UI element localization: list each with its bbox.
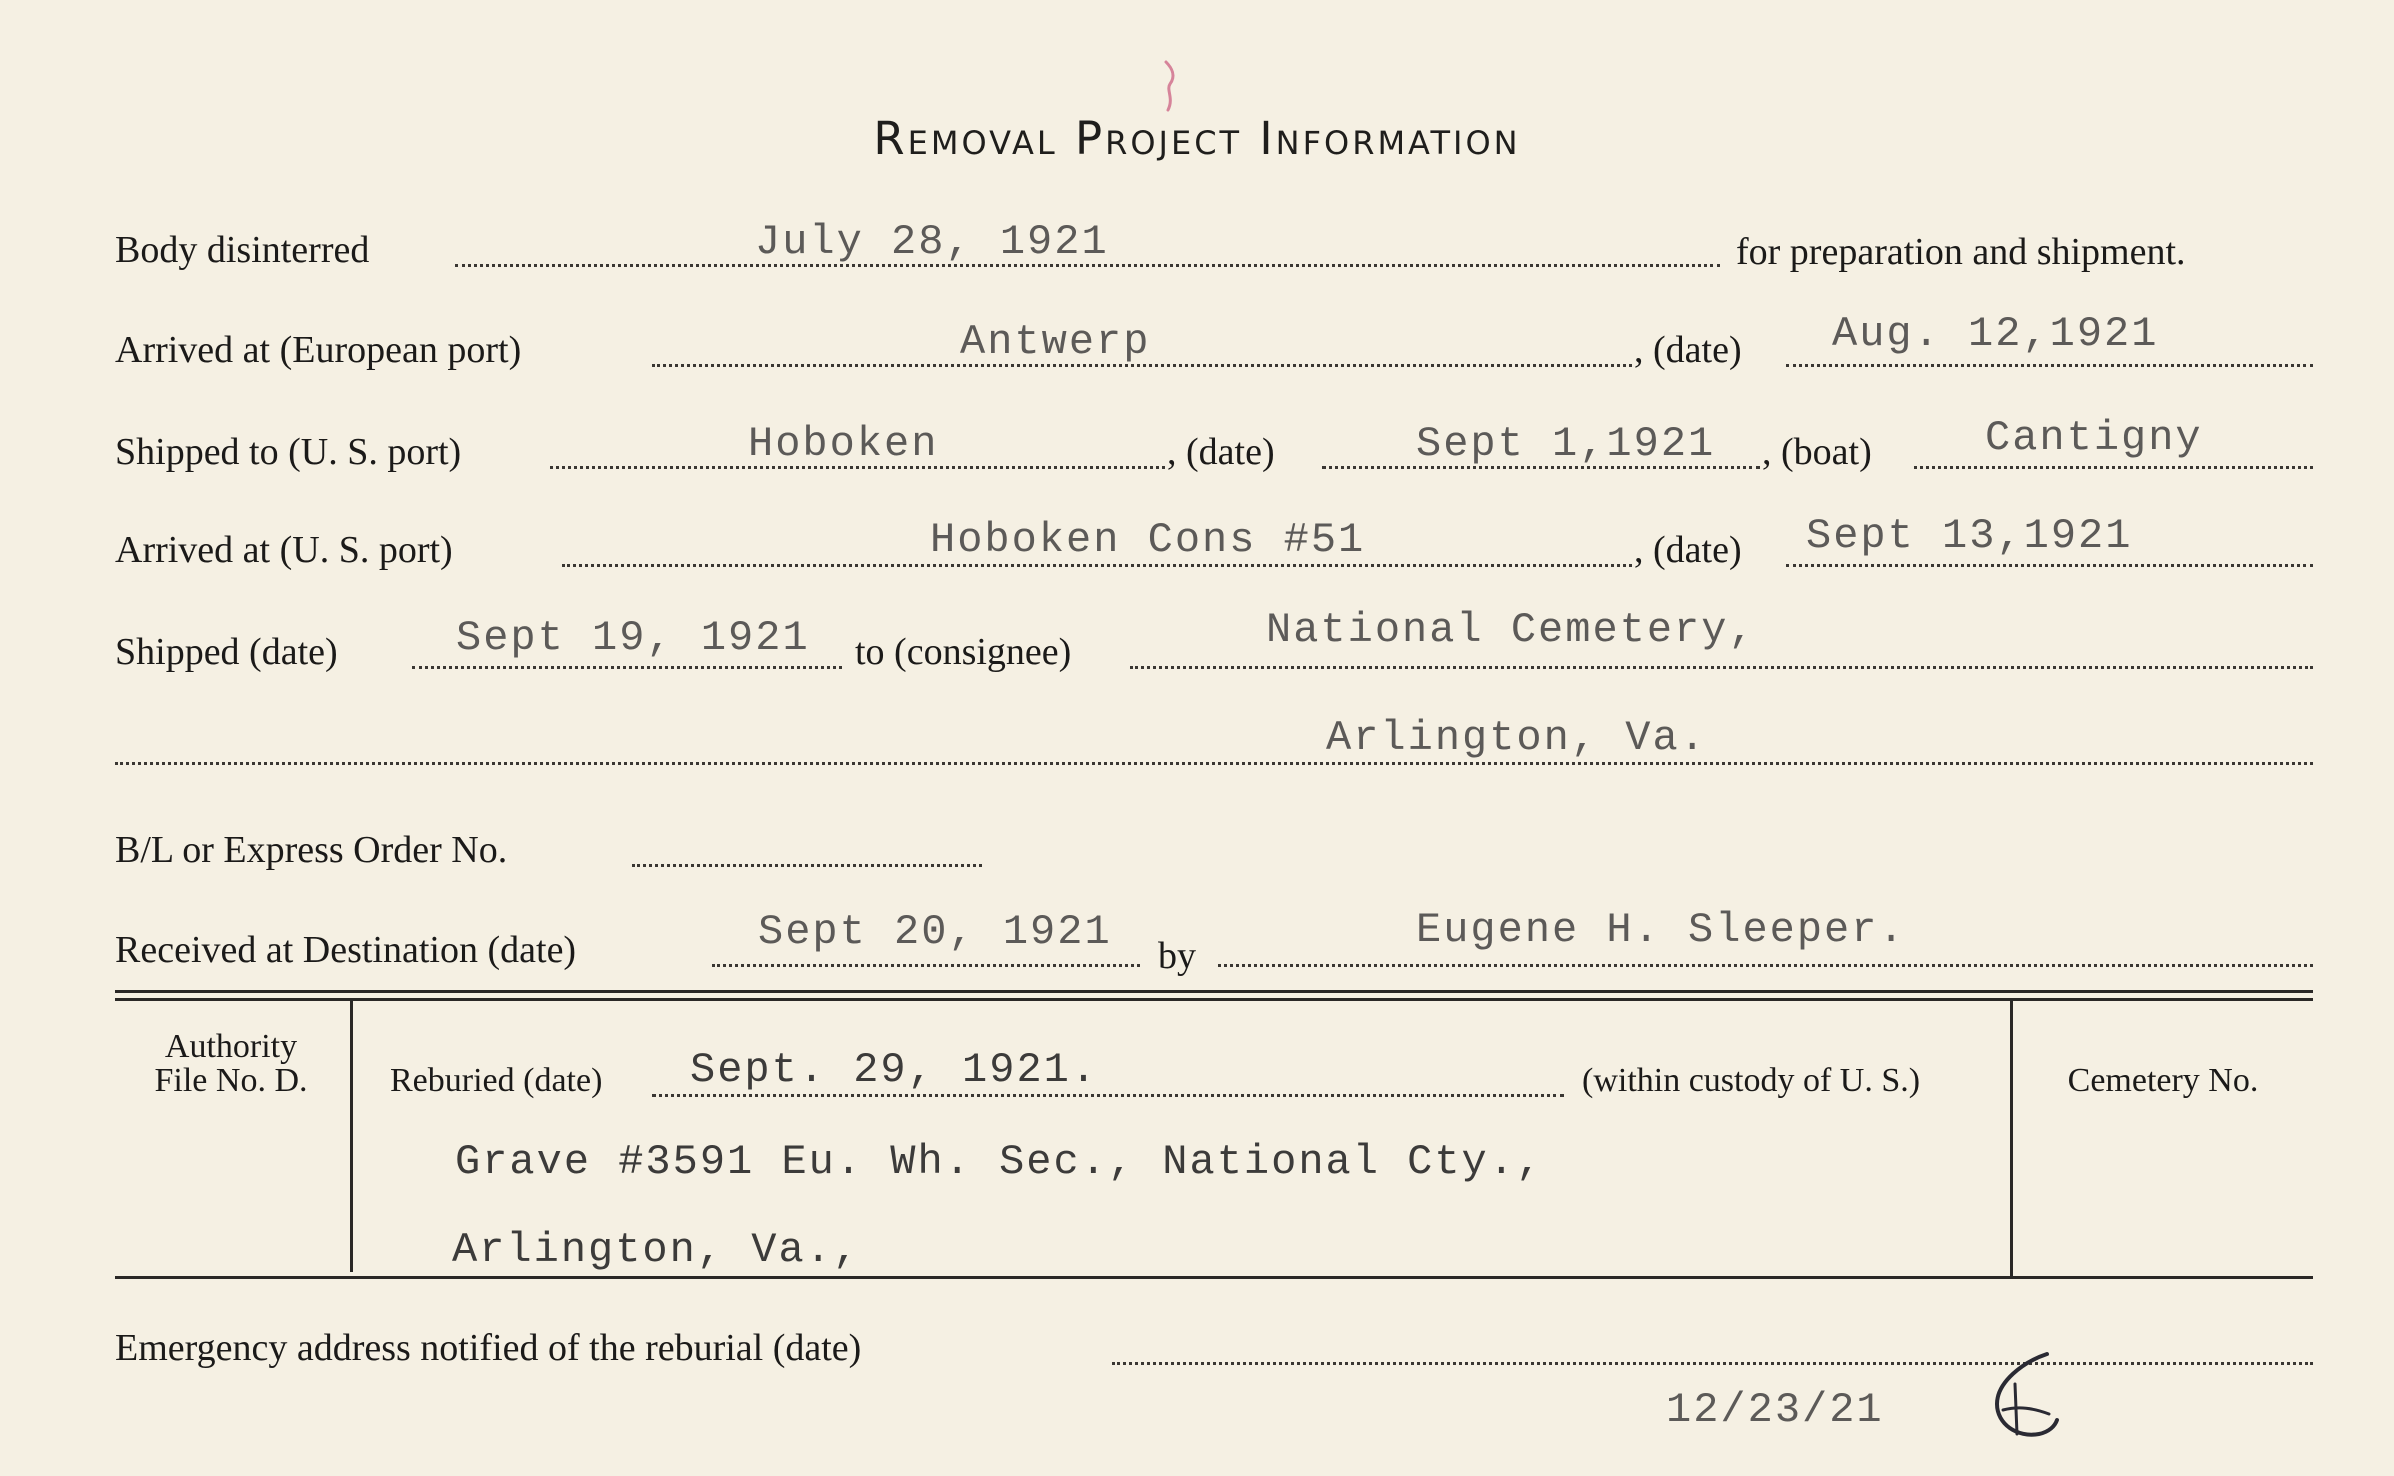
- consignee-second-line: [115, 762, 2313, 765]
- card-title: Removal Project Information: [873, 112, 1521, 165]
- shipped-date-value: Sept 19, 1921: [456, 614, 810, 662]
- shipped-us-boat: Cantigny: [1985, 414, 2203, 462]
- shipped-us-boat-line: [1914, 466, 2313, 469]
- received-date: Sept 20, 1921: [758, 908, 1112, 956]
- body-disinterred-suffix: for preparation and shipment.: [1736, 231, 2186, 273]
- consignee-line2: Arlington, Va.: [1326, 714, 1707, 762]
- reburied-date: Sept. 29, 1921.: [690, 1046, 1099, 1094]
- box-top-rule-2: [115, 998, 2313, 1001]
- arrived-european-date: Aug. 12,1921: [1832, 310, 2159, 358]
- box-divider-left: [350, 1000, 353, 1272]
- shipped-us-port: Hoboken: [748, 420, 939, 468]
- arrived-us-port: Hoboken Cons #51: [930, 516, 1366, 564]
- shipped-us-date: Sept 1,1921: [1416, 420, 1716, 468]
- authority-file-label: File No. D.: [154, 1062, 308, 1099]
- box-top-rule-1: [115, 990, 2313, 993]
- arrived-european-date-label: , (date): [1634, 329, 1742, 371]
- reburied-line: [652, 1094, 1564, 1097]
- shipped-date-line: [412, 666, 842, 669]
- grave-line2: Arlington, Va.,: [452, 1226, 861, 1274]
- received-by-line: [1218, 964, 2313, 967]
- received-date-line: [712, 964, 1140, 967]
- emergency-line: [1112, 1362, 2313, 1365]
- arrived-european-port: Antwerp: [960, 318, 1151, 366]
- bl-order-label: B/L or Express Order No.: [115, 829, 508, 871]
- body-disinterred-value: July 28, 1921: [755, 218, 1109, 266]
- arrived-european-date-line: [1786, 364, 2313, 367]
- custody-label: (within custody of U. S.): [1582, 1062, 1921, 1099]
- arrived-us-line: [562, 564, 1632, 567]
- received-by-label: by: [1158, 935, 1196, 977]
- handwritten-initial-mark: [1975, 1348, 2065, 1448]
- body-disinterred-label: Body disinterred: [115, 229, 370, 271]
- bl-order-line: [632, 864, 982, 867]
- arrived-us-date-line: [1786, 564, 2313, 567]
- arrived-us-label: Arrived at (U. S. port): [115, 529, 453, 571]
- reburied-label: Reburied (date): [390, 1062, 603, 1099]
- shipped-us-date-label: , (date): [1167, 431, 1275, 473]
- shipped-us-boat-label: , (boat): [1762, 431, 1872, 473]
- cemetery-no-label: Cemetery No.: [2067, 1062, 2259, 1099]
- authority-label: Authority: [164, 1028, 298, 1065]
- arrived-us-date: Sept 13,1921: [1806, 512, 2133, 560]
- consignee-line: [1130, 666, 2313, 669]
- received-by: Eugene H. Sleeper.: [1416, 906, 1906, 954]
- emergency-label: Emergency address notified of the reburial (date): [115, 1327, 862, 1369]
- grave-line1: Grave #3591 Eu. Wh. Sec., National Cty.,: [455, 1138, 1544, 1186]
- shipped-us-label: Shipped to (U. S. port): [115, 431, 462, 473]
- shipped-date-label: Shipped (date): [115, 631, 338, 673]
- ink-speck-mark: [1152, 58, 1192, 128]
- box-bottom-rule: [115, 1276, 2313, 1279]
- consignee-line1: National Cemetery,: [1266, 606, 1756, 654]
- received-label: Received at Destination (date): [115, 929, 577, 971]
- footer-date: 12/23/21: [1666, 1386, 1884, 1434]
- box-divider-right: [2010, 1000, 2013, 1278]
- arrived-european-label: Arrived at (European port): [115, 329, 522, 371]
- consignee-label: to (consignee): [855, 631, 1072, 673]
- arrived-us-date-label: , (date): [1634, 529, 1742, 571]
